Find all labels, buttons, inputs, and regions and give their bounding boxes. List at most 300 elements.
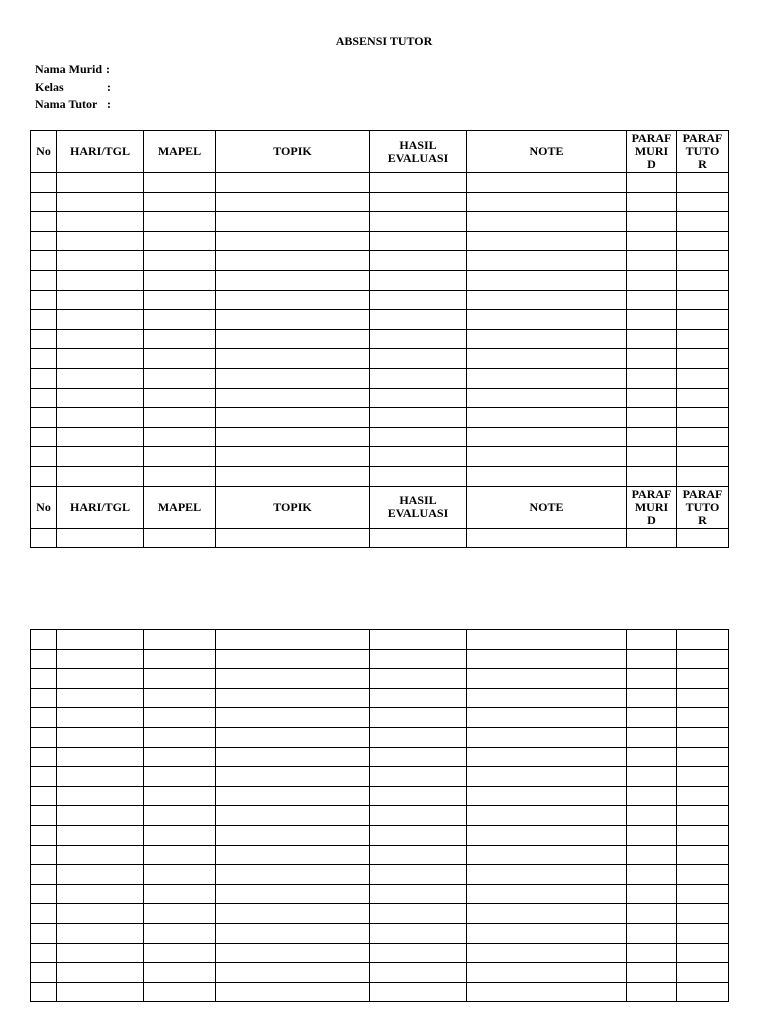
table-cell[interactable]: [31, 251, 57, 271]
table-cell[interactable]: [677, 649, 729, 669]
table-cell[interactable]: [370, 669, 467, 689]
table-cell[interactable]: [627, 923, 677, 943]
table-cell[interactable]: [216, 368, 370, 388]
table-cell[interactable]: [467, 825, 627, 845]
table-cell[interactable]: [627, 904, 677, 924]
table-cell[interactable]: [467, 427, 627, 447]
table-cell[interactable]: [31, 767, 57, 787]
table-cell[interactable]: [216, 727, 370, 747]
table-cell[interactable]: [31, 427, 57, 447]
table-cell[interactable]: [467, 528, 627, 548]
table-cell[interactable]: [216, 528, 370, 548]
table-cell[interactable]: [370, 884, 467, 904]
table-cell[interactable]: [31, 270, 57, 290]
table-cell[interactable]: [216, 806, 370, 826]
table-cell[interactable]: [467, 310, 627, 330]
table-cell[interactable]: [677, 408, 729, 428]
table-cell[interactable]: [57, 649, 144, 669]
table-cell[interactable]: [677, 447, 729, 467]
table-cell[interactable]: [216, 231, 370, 251]
table-cell[interactable]: [627, 982, 677, 1002]
table-cell[interactable]: [144, 630, 216, 650]
table-cell[interactable]: [467, 290, 627, 310]
table-cell[interactable]: [31, 368, 57, 388]
table-cell[interactable]: [57, 923, 144, 943]
table-cell[interactable]: [216, 825, 370, 845]
table-cell[interactable]: [216, 747, 370, 767]
table-cell[interactable]: [31, 943, 57, 963]
table-cell[interactable]: [216, 649, 370, 669]
table-cell[interactable]: [627, 349, 677, 369]
table-cell[interactable]: [57, 845, 144, 865]
table-cell[interactable]: [467, 173, 627, 193]
table-cell[interactable]: [57, 212, 144, 232]
table-cell[interactable]: [216, 845, 370, 865]
table-cell[interactable]: [144, 904, 216, 924]
table-cell[interactable]: [57, 388, 144, 408]
table-cell[interactable]: [31, 708, 57, 728]
table-cell[interactable]: [370, 767, 467, 787]
table-cell[interactable]: [370, 727, 467, 747]
table-cell[interactable]: [57, 688, 144, 708]
table-cell[interactable]: [216, 329, 370, 349]
table-cell[interactable]: [144, 727, 216, 747]
table-cell[interactable]: [144, 310, 216, 330]
col-topik-header: TOPIK: [216, 486, 370, 528]
table-cell[interactable]: [677, 786, 729, 806]
table-cell[interactable]: [31, 310, 57, 330]
table-cell[interactable]: [57, 310, 144, 330]
table-cell[interactable]: [677, 904, 729, 924]
table-cell[interactable]: [370, 923, 467, 943]
table-cell[interactable]: [467, 349, 627, 369]
table-cell[interactable]: [467, 408, 627, 428]
table-cell[interactable]: [677, 231, 729, 251]
table-cell[interactable]: [677, 466, 729, 486]
table-cell[interactable]: [627, 270, 677, 290]
table-cell[interactable]: [144, 806, 216, 826]
table-cell[interactable]: [144, 466, 216, 486]
table-cell[interactable]: [370, 865, 467, 885]
table-cell[interactable]: [677, 427, 729, 447]
table-cell[interactable]: [677, 708, 729, 728]
table-cell[interactable]: [677, 528, 729, 548]
table-cell[interactable]: [31, 290, 57, 310]
table-cell[interactable]: [370, 982, 467, 1002]
table-cell[interactable]: [467, 904, 627, 924]
table-cell[interactable]: [467, 923, 627, 943]
table-cell[interactable]: [57, 173, 144, 193]
table-cell[interactable]: [627, 212, 677, 232]
table-cell[interactable]: [57, 943, 144, 963]
table-cell[interactable]: [31, 982, 57, 1002]
table-cell[interactable]: [467, 845, 627, 865]
table-cell[interactable]: [144, 388, 216, 408]
table-cell[interactable]: [677, 173, 729, 193]
table-cell[interactable]: [677, 270, 729, 290]
table-cell[interactable]: [370, 786, 467, 806]
table-cell[interactable]: [370, 630, 467, 650]
table-cell[interactable]: [31, 192, 57, 212]
table-cell[interactable]: [677, 727, 729, 747]
table-cell[interactable]: [370, 688, 467, 708]
table-cell[interactable]: [216, 192, 370, 212]
table-cell[interactable]: [144, 231, 216, 251]
table-cell[interactable]: [677, 251, 729, 271]
table-cell[interactable]: [216, 923, 370, 943]
table-cell[interactable]: [31, 727, 57, 747]
table-cell[interactable]: [57, 427, 144, 447]
table-cell[interactable]: [216, 708, 370, 728]
table-cell[interactable]: [57, 708, 144, 728]
table-cell[interactable]: [467, 884, 627, 904]
header-row: [31, 131, 729, 173]
table-cell[interactable]: [57, 368, 144, 388]
table-cell[interactable]: [677, 825, 729, 845]
table-cell[interactable]: [144, 447, 216, 467]
table-cell[interactable]: [31, 865, 57, 885]
table-cell[interactable]: [216, 982, 370, 1002]
table-cell[interactable]: [57, 904, 144, 924]
table-cell[interactable]: [627, 649, 677, 669]
table-cell[interactable]: [677, 767, 729, 787]
table-cell[interactable]: [144, 786, 216, 806]
table-cell[interactable]: [627, 528, 677, 548]
table-cell[interactable]: [370, 192, 467, 212]
table-cell[interactable]: [57, 767, 144, 787]
table-cell[interactable]: [677, 884, 729, 904]
table-cell[interactable]: [31, 786, 57, 806]
table-row: [31, 388, 729, 408]
table-cell[interactable]: [57, 290, 144, 310]
table-cell[interactable]: [677, 329, 729, 349]
table-cell[interactable]: [216, 688, 370, 708]
table-cell[interactable]: [467, 982, 627, 1002]
table-cell[interactable]: [144, 747, 216, 767]
table-cell[interactable]: [31, 408, 57, 428]
table-cell[interactable]: [677, 310, 729, 330]
table-cell[interactable]: [370, 649, 467, 669]
table-cell[interactable]: [57, 825, 144, 845]
table-cell[interactable]: [144, 845, 216, 865]
table-cell[interactable]: [144, 427, 216, 447]
table-cell[interactable]: [370, 270, 467, 290]
table-cell[interactable]: [467, 192, 627, 212]
table-cell[interactable]: [627, 231, 677, 251]
table-cell[interactable]: [144, 884, 216, 904]
table-cell[interactable]: [31, 173, 57, 193]
table-cell[interactable]: [677, 368, 729, 388]
table-cell[interactable]: [57, 528, 144, 548]
table-cell[interactable]: [677, 923, 729, 943]
table-cell[interactable]: [57, 669, 144, 689]
table-cell[interactable]: [370, 528, 467, 548]
table-cell[interactable]: [370, 290, 467, 310]
table-cell[interactable]: [677, 669, 729, 689]
table-cell[interactable]: [144, 173, 216, 193]
table-cell[interactable]: [57, 630, 144, 650]
table-cell[interactable]: [57, 865, 144, 885]
table-cell[interactable]: [31, 923, 57, 943]
table-cell[interactable]: [627, 251, 677, 271]
table-cell[interactable]: [467, 747, 627, 767]
table-cell[interactable]: [677, 688, 729, 708]
table-cell[interactable]: [627, 727, 677, 747]
table-cell[interactable]: [144, 290, 216, 310]
table-cell[interactable]: [627, 368, 677, 388]
table-cell[interactable]: [144, 825, 216, 845]
table-cell[interactable]: [216, 447, 370, 467]
table-cell[interactable]: [467, 943, 627, 963]
table-cell[interactable]: [677, 349, 729, 369]
table-cell[interactable]: [216, 865, 370, 885]
table-cell[interactable]: [677, 943, 729, 963]
table-cell[interactable]: [677, 982, 729, 1002]
table-cell[interactable]: [467, 630, 627, 650]
table-cell[interactable]: [370, 388, 467, 408]
table-cell[interactable]: [370, 310, 467, 330]
table-cell[interactable]: [370, 212, 467, 232]
table-cell[interactable]: [467, 212, 627, 232]
table-cell[interactable]: [57, 270, 144, 290]
table-cell[interactable]: [216, 251, 370, 271]
table-cell[interactable]: [144, 270, 216, 290]
table-cell[interactable]: [216, 884, 370, 904]
table-cell[interactable]: [370, 943, 467, 963]
table-cell[interactable]: [467, 767, 627, 787]
table-cell[interactable]: [144, 349, 216, 369]
table-cell[interactable]: [467, 708, 627, 728]
table-cell[interactable]: [216, 786, 370, 806]
table-cell[interactable]: [57, 231, 144, 251]
table-cell[interactable]: [627, 825, 677, 845]
table-cell[interactable]: [370, 408, 467, 428]
table-cell[interactable]: [144, 329, 216, 349]
table-cell[interactable]: [31, 904, 57, 924]
table-cell[interactable]: [370, 231, 467, 251]
table-cell[interactable]: [144, 708, 216, 728]
table-cell[interactable]: [627, 786, 677, 806]
table-cell[interactable]: [31, 388, 57, 408]
table-cell[interactable]: [57, 747, 144, 767]
table-cell[interactable]: [627, 466, 677, 486]
table-cell[interactable]: [144, 688, 216, 708]
table-cell[interactable]: [627, 767, 677, 787]
table-cell[interactable]: [57, 786, 144, 806]
table-cell[interactable]: [31, 329, 57, 349]
table-cell[interactable]: [677, 192, 729, 212]
table-cell[interactable]: [216, 466, 370, 486]
table-cell[interactable]: [216, 767, 370, 787]
table-cell[interactable]: [370, 447, 467, 467]
table-cell[interactable]: [370, 825, 467, 845]
table-cell[interactable]: [57, 251, 144, 271]
table-cell[interactable]: [627, 290, 677, 310]
table-cell[interactable]: [627, 943, 677, 963]
table-cell[interactable]: [627, 708, 677, 728]
table-cell[interactable]: [31, 806, 57, 826]
table-cell[interactable]: [370, 173, 467, 193]
table-cell[interactable]: [467, 786, 627, 806]
table-cell[interactable]: [677, 290, 729, 310]
table-cell[interactable]: [31, 528, 57, 548]
table-cell[interactable]: [370, 963, 467, 983]
table-cell[interactable]: [31, 349, 57, 369]
table-cell[interactable]: [144, 923, 216, 943]
table-cell[interactable]: [370, 329, 467, 349]
table-cell[interactable]: [144, 767, 216, 787]
table-cell[interactable]: [144, 528, 216, 548]
table-row: [31, 173, 729, 193]
table-cell[interactable]: [627, 747, 677, 767]
table-cell[interactable]: [467, 865, 627, 885]
table-cell[interactable]: [370, 427, 467, 447]
table-cell[interactable]: [57, 806, 144, 826]
table-cell[interactable]: [216, 349, 370, 369]
table-cell[interactable]: [216, 270, 370, 290]
table-cell[interactable]: [370, 747, 467, 767]
table-cell[interactable]: [370, 349, 467, 369]
col-hari-tgl-header: HARI/TGL: [57, 131, 144, 173]
table-cell[interactable]: [31, 825, 57, 845]
table-cell[interactable]: [677, 806, 729, 826]
table-cell[interactable]: [467, 251, 627, 271]
table-cell[interactable]: [31, 884, 57, 904]
table-cell[interactable]: [627, 192, 677, 212]
table-row: [31, 865, 729, 885]
table-cell[interactable]: [216, 212, 370, 232]
table-cell[interactable]: [370, 904, 467, 924]
table-cell[interactable]: [144, 192, 216, 212]
table-cell[interactable]: [216, 290, 370, 310]
table-row: [31, 884, 729, 904]
table-cell[interactable]: [627, 845, 677, 865]
header-row: [31, 486, 729, 528]
table-cell[interactable]: [57, 329, 144, 349]
table-cell[interactable]: [31, 845, 57, 865]
table-cell[interactable]: [57, 963, 144, 983]
table-cell[interactable]: [216, 408, 370, 428]
table-cell[interactable]: [467, 270, 627, 290]
table-cell[interactable]: [216, 173, 370, 193]
table-cell[interactable]: [467, 806, 627, 826]
table-cell[interactable]: [370, 708, 467, 728]
table-cell[interactable]: [677, 865, 729, 885]
table-cell[interactable]: [216, 630, 370, 650]
table-cell[interactable]: [627, 884, 677, 904]
table-cell[interactable]: [677, 630, 729, 650]
table-cell[interactable]: [57, 727, 144, 747]
table-cell[interactable]: [467, 688, 627, 708]
table-cell[interactable]: [467, 329, 627, 349]
table-cell[interactable]: [627, 388, 677, 408]
table-cell[interactable]: [144, 865, 216, 885]
table-cell[interactable]: [144, 251, 216, 271]
table-cell[interactable]: [31, 630, 57, 650]
table-cell[interactable]: [31, 688, 57, 708]
table-cell[interactable]: [627, 963, 677, 983]
table-cell[interactable]: [370, 806, 467, 826]
meta-nama-murid: [35, 61, 111, 79]
table-cell[interactable]: [677, 212, 729, 232]
table-cell[interactable]: [144, 982, 216, 1002]
meta-sep: :: [107, 79, 111, 94]
table-cell[interactable]: [31, 963, 57, 983]
table-cell[interactable]: [370, 466, 467, 486]
table-cell[interactable]: [57, 192, 144, 212]
table-cell[interactable]: [216, 388, 370, 408]
table-cell[interactable]: [31, 466, 57, 486]
table-cell[interactable]: [627, 310, 677, 330]
table-cell[interactable]: [31, 747, 57, 767]
col-paraf-murid-header: PARAF MURI D: [627, 486, 677, 528]
table-cell[interactable]: [627, 173, 677, 193]
table-cell[interactable]: [31, 231, 57, 251]
table-cell[interactable]: [467, 669, 627, 689]
table-cell[interactable]: [144, 649, 216, 669]
table-cell[interactable]: [216, 963, 370, 983]
table-cell[interactable]: [57, 447, 144, 467]
table-cell[interactable]: [467, 963, 627, 983]
table-cell[interactable]: [677, 388, 729, 408]
table-cell[interactable]: [57, 466, 144, 486]
table-cell[interactable]: [144, 963, 216, 983]
table-cell[interactable]: [31, 212, 57, 232]
table-cell[interactable]: [677, 747, 729, 767]
table-cell[interactable]: [144, 368, 216, 388]
table-cell[interactable]: [57, 982, 144, 1002]
table-cell[interactable]: [216, 904, 370, 924]
table-cell[interactable]: [627, 427, 677, 447]
table-cell[interactable]: [57, 884, 144, 904]
table-cell[interactable]: [627, 865, 677, 885]
table-cell[interactable]: [467, 388, 627, 408]
table-cell[interactable]: [370, 845, 467, 865]
table-cell[interactable]: [627, 408, 677, 428]
table-cell[interactable]: [370, 368, 467, 388]
table-cell[interactable]: [216, 310, 370, 330]
table-cell[interactable]: [370, 251, 467, 271]
table-cell[interactable]: [627, 688, 677, 708]
table-cell[interactable]: [467, 368, 627, 388]
table-cell[interactable]: [677, 963, 729, 983]
table-cell[interactable]: [31, 447, 57, 467]
table-cell[interactable]: [467, 649, 627, 669]
table-cell[interactable]: [467, 447, 627, 467]
table-cell[interactable]: [144, 669, 216, 689]
table-cell[interactable]: [144, 943, 216, 963]
table-cell[interactable]: [677, 845, 729, 865]
table-cell[interactable]: [627, 630, 677, 650]
table-cell[interactable]: [627, 669, 677, 689]
table-cell[interactable]: [57, 349, 144, 369]
table-cell[interactable]: [627, 447, 677, 467]
table-cell[interactable]: [467, 727, 627, 747]
table-cell[interactable]: [467, 231, 627, 251]
table-row: [31, 212, 729, 232]
table-cell[interactable]: [216, 943, 370, 963]
table-cell[interactable]: [57, 408, 144, 428]
table-cell[interactable]: [144, 408, 216, 428]
table-cell[interactable]: [627, 806, 677, 826]
table-cell[interactable]: [31, 649, 57, 669]
table-cell[interactable]: [467, 466, 627, 486]
table-cell[interactable]: [627, 329, 677, 349]
table-cell[interactable]: [31, 669, 57, 689]
table-cell[interactable]: [216, 669, 370, 689]
table-cell[interactable]: [144, 212, 216, 232]
table-cell[interactable]: [216, 427, 370, 447]
